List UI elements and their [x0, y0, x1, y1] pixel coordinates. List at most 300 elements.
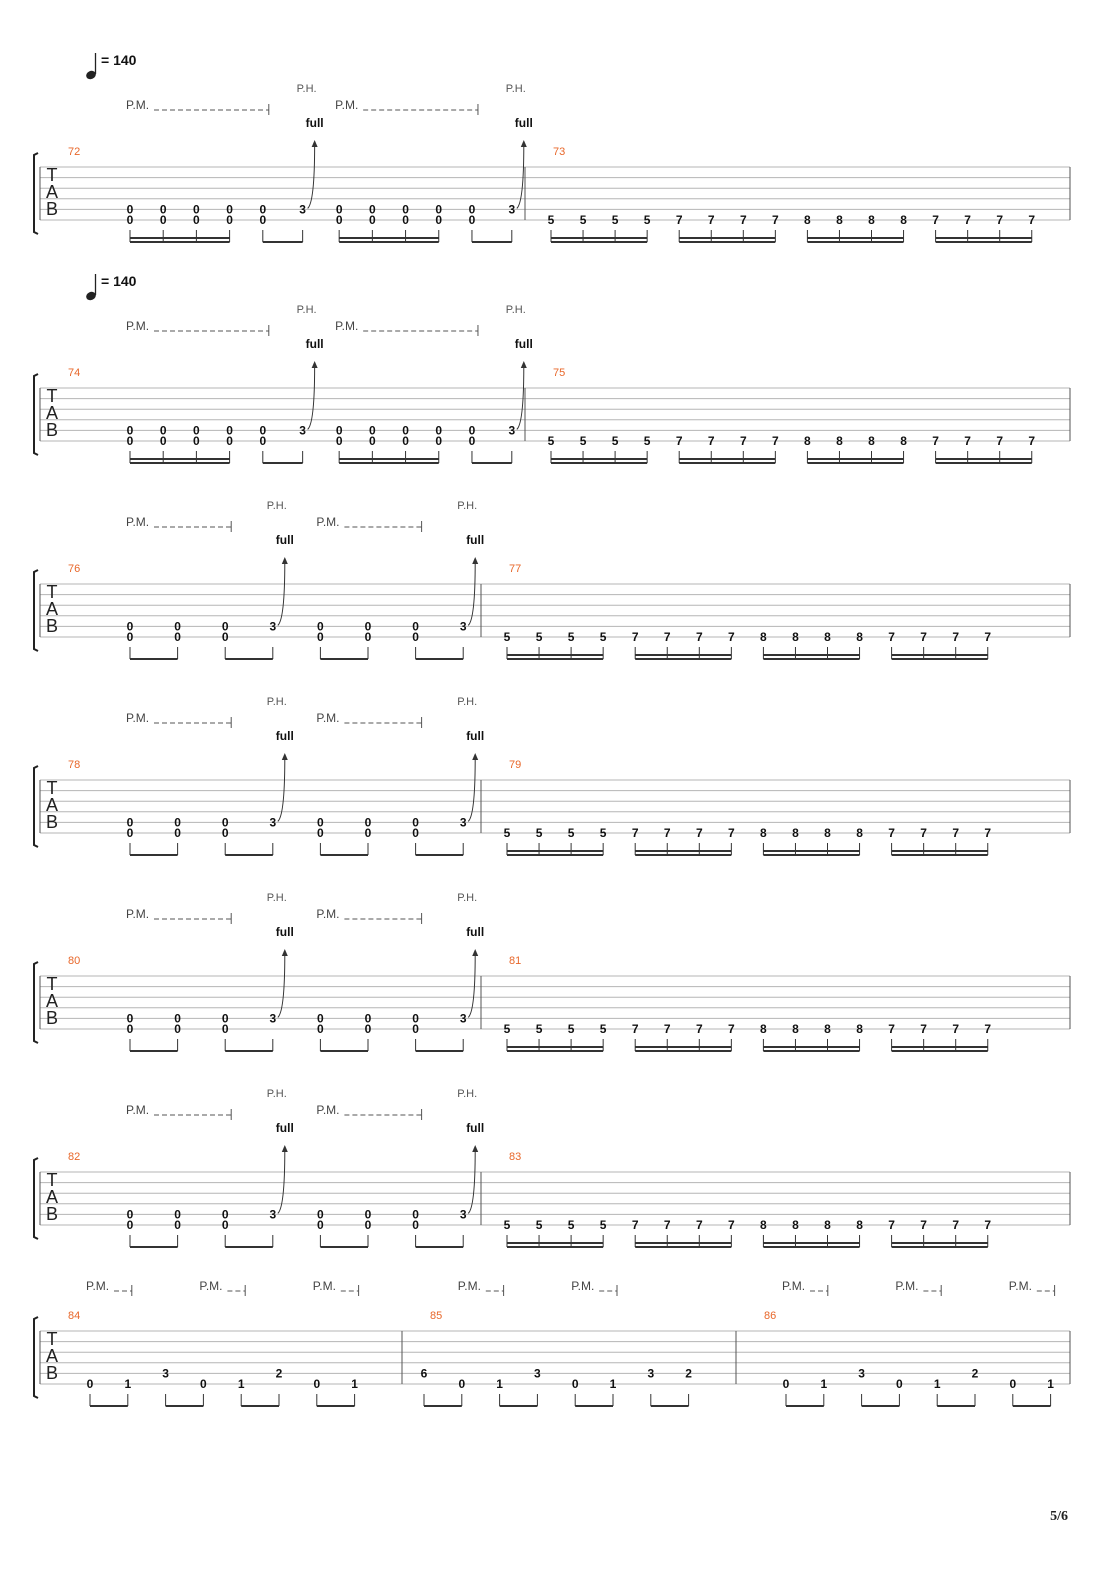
tab-fret-number: 0 — [435, 213, 443, 227]
measure-number: 79 — [509, 759, 522, 771]
bend-arrowhead-icon — [472, 753, 478, 760]
tab-fret-number: 0 — [174, 1011, 181, 1026]
tab-fret-number: 0 — [435, 202, 443, 217]
tab-fret-number: 0 — [468, 423, 476, 438]
tempo-marking: = 140 — [101, 52, 137, 68]
tab-fret-number: 8 — [836, 213, 843, 227]
tab-fret-number: 3 — [459, 1011, 467, 1026]
page-number: 5/6 — [1050, 1509, 1068, 1524]
tab-clef-letter: T — [46, 1170, 58, 1190]
bend-label: full — [466, 1121, 485, 1135]
tab-fret-number: 5 — [579, 434, 587, 448]
tab-fret-number: 8 — [760, 1022, 767, 1036]
palm-mute-label: P.M. — [126, 515, 150, 529]
tab-fret-number: 8 — [856, 1022, 863, 1036]
tab-fret-number: 7 — [675, 213, 683, 227]
measure-number: 80 — [68, 955, 81, 967]
tab-fret-number: 3 — [459, 619, 467, 634]
tab-clef-letter: T — [46, 1329, 58, 1349]
bend-label: full — [275, 533, 294, 547]
palm-mute-label: P.M. — [316, 907, 340, 921]
tab-fret-number: 3 — [299, 202, 306, 217]
tab-fret-number: 7 — [920, 1218, 927, 1232]
tab-fret-number: 0 — [226, 434, 233, 448]
staff-bracket — [34, 374, 38, 455]
tab-clef-letter: A — [45, 403, 59, 423]
tab-fret-number: 0 — [221, 630, 229, 644]
tab-fret-number: 0 — [126, 1207, 134, 1222]
pinch-harmonic-label: P.H. — [505, 83, 526, 95]
palm-mute-label: P.M. — [86, 1279, 110, 1293]
tab-fret-number: 0 — [317, 1011, 324, 1026]
tab-fret-number: 8 — [804, 434, 811, 448]
measure-number: 72 — [68, 146, 81, 158]
tab-clef-letter: B — [45, 1204, 59, 1224]
tab-fret-number: 8 — [760, 630, 767, 644]
tab-fret-number: 0 — [193, 202, 200, 217]
tab-clef-letter: A — [45, 1187, 59, 1207]
tab-fret-number: 0 — [126, 1011, 134, 1026]
tab-fret-number: 0 — [571, 1377, 579, 1391]
tempo-marking: = 140 — [101, 273, 137, 289]
tab-fret-number: 7 — [952, 1022, 960, 1036]
tab-fret-number: 0 — [364, 826, 372, 840]
tab-fret-number: 7 — [663, 630, 671, 644]
tab-fret-number: 7 — [888, 1022, 895, 1036]
tab-fret-number: 3 — [162, 1366, 169, 1381]
tab-fret-number: 0 — [364, 1022, 372, 1036]
tab-fret-number: 0 — [364, 815, 372, 830]
tab-fret-number: 7 — [663, 1218, 671, 1232]
tab-fret-number: 0 — [317, 619, 324, 634]
tab-fret-number: 5 — [579, 213, 587, 227]
tab-fret-number: 5 — [547, 434, 555, 448]
palm-mute-label: P.M. — [335, 319, 359, 333]
tab-fret-number: 0 — [369, 213, 376, 227]
tab-fret-number: 7 — [964, 213, 971, 227]
measure-number: 85 — [430, 1310, 443, 1322]
tab-fret-number: 0 — [782, 1377, 790, 1391]
tab-fret-number: 0 — [468, 202, 476, 217]
palm-mute-label: P.M. — [1008, 1279, 1032, 1293]
tab-fret-number: 8 — [900, 213, 907, 227]
tab-fret-number: 0 — [364, 619, 372, 634]
tab-fret-number: 0 — [317, 1207, 324, 1222]
tab-fret-number: 8 — [856, 630, 863, 644]
tab-fret-number: 7 — [631, 1218, 639, 1232]
pinch-harmonic-label: P.H. — [266, 500, 287, 512]
tab-fret-number: 1 — [609, 1377, 617, 1391]
tab-clef-letter: A — [45, 182, 59, 202]
tab-fret-number: 7 — [739, 213, 747, 227]
tab-fret-number: 7 — [952, 1218, 960, 1232]
tab-fret-number: 7 — [728, 1218, 735, 1232]
pinch-harmonic-label: P.H. — [457, 892, 478, 904]
measure-number: 74 — [68, 367, 81, 379]
tab-fret-number: 7 — [920, 826, 927, 840]
tab-fret-number: 7 — [728, 630, 735, 644]
pinch-harmonic-label: P.H. — [296, 83, 317, 95]
tab-fret-number: 7 — [772, 213, 779, 227]
tab-clef-letter: B — [45, 812, 59, 832]
measure-number: 75 — [553, 367, 566, 379]
tab-fret-number: 2 — [275, 1366, 283, 1381]
tab-fret-number: 0 — [174, 619, 181, 634]
tab-fret-number: 0 — [174, 1022, 181, 1036]
tab-fret-number: 0 — [221, 815, 229, 830]
tab-fret-number: 7 — [932, 213, 939, 227]
tab-fret-number: 0 — [435, 423, 443, 438]
tab-fret-number: 3 — [508, 423, 516, 438]
tab-fret-number: 7 — [964, 434, 971, 448]
tab-clef-letter: A — [45, 795, 59, 815]
tab-fret-number: 0 — [402, 213, 409, 227]
tab-fret-number: 5 — [567, 826, 575, 840]
tab-fret-number: 0 — [317, 815, 324, 830]
tab-fret-number: 0 — [364, 630, 372, 644]
tab-fret-number: 7 — [707, 434, 715, 448]
tab-fret-number: 5 — [611, 213, 619, 227]
tab-fret-number: 7 — [932, 434, 939, 448]
tab-fret-number: 7 — [996, 434, 1004, 448]
bend-arrowhead-icon — [472, 949, 478, 956]
tab-fret-number: 8 — [868, 213, 875, 227]
tab-fret-number: 3 — [269, 619, 277, 634]
tab-fret-number: 5 — [643, 434, 651, 448]
palm-mute-label: P.M. — [457, 1279, 481, 1293]
tab-fret-number: 0 — [221, 826, 229, 840]
tab-fret-number: 7 — [695, 1022, 703, 1036]
tab-fret-number: 0 — [126, 1022, 134, 1036]
tab-fret-number: 8 — [760, 1218, 767, 1232]
tab-fret-number: 5 — [599, 630, 607, 644]
tab-fret-number: 0 — [221, 1011, 229, 1026]
tab-fret-number: 0 — [159, 434, 167, 448]
staff-bracket — [34, 1317, 38, 1398]
tab-clef-letter: B — [45, 1363, 59, 1383]
tab-fret-number: 7 — [920, 1022, 927, 1036]
palm-mute-label: P.M. — [316, 711, 340, 725]
pinch-harmonic-label: P.H. — [266, 892, 287, 904]
tab-fret-number: 0 — [226, 213, 233, 227]
tab-fret-number: 8 — [824, 1022, 831, 1036]
tab-fret-number: 5 — [567, 630, 575, 644]
tab-fret-number: 0 — [412, 1218, 419, 1232]
tab-fret-number: 0 — [174, 630, 181, 644]
tab-fret-number: 0 — [335, 213, 343, 227]
tab-fret-number: 5 — [535, 1022, 543, 1036]
tab-fret-number: 7 — [663, 826, 671, 840]
tab-fret-number: 0 — [402, 423, 409, 438]
bend-label: full — [466, 533, 485, 547]
bend-label: full — [466, 729, 485, 743]
bend-label: full — [275, 1121, 294, 1135]
measure-number: 77 — [509, 563, 522, 575]
tab-fret-number: 0 — [221, 1218, 229, 1232]
tab-fret-number: 7 — [1028, 213, 1036, 227]
tab-fret-number: 7 — [984, 826, 992, 840]
tab-fret-number: 5 — [503, 1218, 511, 1232]
bend-arrowhead-icon — [282, 949, 288, 956]
tab-clef-letter: T — [46, 778, 58, 798]
tab-fret-number: 0 — [369, 423, 376, 438]
tab-fret-number: 5 — [599, 1022, 607, 1036]
tab-fret-number: 1 — [237, 1377, 245, 1391]
tab-fret-number: 0 — [412, 1022, 419, 1036]
tab-fret-number: 7 — [888, 1218, 895, 1232]
tab-fret-number: 0 — [200, 1377, 207, 1391]
tab-fret-number: 0 — [174, 815, 181, 830]
tab-fret-number: 8 — [856, 826, 863, 840]
tab-fret-number: 7 — [695, 826, 703, 840]
palm-mute-label: P.M. — [126, 711, 150, 725]
tab-fret-number: 7 — [888, 630, 895, 644]
tab-fret-number: 5 — [547, 213, 555, 227]
tab-clef-letter: T — [46, 974, 58, 994]
tab-clef-letter: B — [45, 199, 59, 219]
tab-fret-number: 0 — [221, 619, 229, 634]
bend-arrowhead-icon — [282, 557, 288, 564]
pinch-harmonic-label: P.H. — [266, 696, 287, 708]
bend-arrowhead-icon — [521, 361, 527, 368]
tab-fret-number: 0 — [402, 434, 409, 448]
bend-arrowhead-icon — [312, 361, 318, 368]
pinch-harmonic-label: P.H. — [457, 696, 478, 708]
measure-number: 73 — [553, 146, 566, 158]
tab-fret-number: 0 — [364, 1218, 372, 1232]
measure-number: 81 — [509, 955, 522, 967]
tab-fret-number: 0 — [126, 1218, 134, 1232]
tab-fret-number: 3 — [647, 1366, 655, 1381]
tab-fret-number: 2 — [971, 1366, 979, 1381]
tab-fret-number: 7 — [663, 1022, 671, 1036]
tab-fret-number: 7 — [888, 826, 895, 840]
tab-fret-number: 0 — [126, 815, 134, 830]
pinch-harmonic-label: P.H. — [296, 304, 317, 316]
tab-fret-number: 0 — [159, 213, 167, 227]
tab-fret-number: 0 — [174, 826, 181, 840]
tab-fret-number: 8 — [792, 630, 799, 644]
bend-arrowhead-icon — [282, 1145, 288, 1152]
staff-bracket — [34, 153, 38, 234]
tab-fret-number: 6 — [420, 1366, 428, 1381]
tab-clef-letter: A — [45, 991, 59, 1011]
tab-fret-number: 0 — [126, 213, 134, 227]
bend-label: full — [514, 116, 533, 130]
tab-fret-number: 3 — [534, 1366, 541, 1381]
tab-fret-number: 7 — [631, 826, 639, 840]
tab-fret-number: 5 — [535, 826, 543, 840]
tab-fret-number: 8 — [868, 434, 875, 448]
staff-bracket — [34, 570, 38, 651]
tab-fret-number: 3 — [858, 1366, 865, 1381]
tab-fret-number: 0 — [126, 202, 134, 217]
tab-fret-number: 0 — [226, 423, 233, 438]
tab-fret-number: 0 — [193, 213, 200, 227]
palm-mute-label: P.M. — [126, 1103, 150, 1117]
palm-mute-label: P.M. — [316, 515, 340, 529]
bend-arrowhead-icon — [472, 557, 478, 564]
tab-clef-letter: A — [45, 599, 59, 619]
tab-fret-number: 1 — [351, 1377, 358, 1391]
tab-fret-number: 5 — [535, 1218, 543, 1232]
palm-mute-label: P.M. — [895, 1279, 919, 1293]
tab-fret-number: 8 — [792, 826, 799, 840]
measure-number: 76 — [68, 563, 81, 575]
tab-fret-number: 0 — [86, 1377, 94, 1391]
bend-label: full — [305, 337, 324, 351]
tab-fret-number: 7 — [984, 1218, 992, 1232]
palm-mute-label: P.M. — [316, 1103, 340, 1117]
bend-label: full — [275, 925, 294, 939]
tab-fret-number: 7 — [1028, 434, 1036, 448]
palm-mute-label: P.M. — [571, 1279, 595, 1293]
tab-fret-number: 3 — [299, 423, 306, 438]
tab-clef-letter: B — [45, 1008, 59, 1028]
tab-fret-number: 0 — [364, 1011, 372, 1026]
tab-fret-number: 7 — [952, 826, 960, 840]
palm-mute-label: P.M. — [126, 319, 150, 333]
bend-label: full — [305, 116, 324, 130]
staff-bracket — [34, 1158, 38, 1239]
tab-fret-number: 0 — [221, 1207, 229, 1222]
tab-fret-number: 8 — [760, 826, 767, 840]
tab-fret-number: 0 — [412, 815, 419, 830]
measure-number: 86 — [764, 1310, 777, 1322]
tab-fret-number: 0 — [317, 1218, 324, 1232]
tab-fret-number: 0 — [193, 423, 200, 438]
tab-fret-number: 2 — [685, 1366, 692, 1381]
tab-fret-number: 0 — [317, 826, 324, 840]
tab-fret-number: 1 — [933, 1377, 941, 1391]
pinch-harmonic-label: P.H. — [266, 1088, 287, 1100]
palm-mute-label: P.M. — [126, 98, 150, 112]
tab-fret-number: 0 — [259, 213, 267, 227]
tab-fret-number: 7 — [728, 1022, 735, 1036]
tab-fret-number: 1 — [124, 1377, 132, 1391]
tab-fret-number: 5 — [503, 1022, 511, 1036]
pinch-harmonic-label: P.H. — [457, 500, 478, 512]
tab-fret-number: 0 — [126, 434, 134, 448]
tab-fret-number: 0 — [226, 202, 233, 217]
tab-fret-number: 0 — [335, 423, 343, 438]
tab-clef-letter: A — [45, 1346, 59, 1366]
tab-fret-number: 0 — [126, 826, 134, 840]
tab-fret-number: 8 — [900, 434, 907, 448]
tab-fret-number: 5 — [599, 1218, 607, 1232]
tab-fret-number: 5 — [643, 213, 651, 227]
tab-fret-number: 0 — [159, 423, 167, 438]
tab-fret-number: 3 — [269, 815, 277, 830]
palm-mute-label: P.M. — [126, 907, 150, 921]
bend-arrowhead-icon — [472, 1145, 478, 1152]
tab-fret-number: 7 — [739, 434, 747, 448]
pinch-harmonic-label: P.H. — [505, 304, 526, 316]
tab-clef-letter: T — [46, 582, 58, 602]
bend-label: full — [466, 925, 485, 939]
tab-fret-number: 0 — [1009, 1377, 1017, 1391]
bend-arrowhead-icon — [312, 140, 318, 147]
bend-label: full — [514, 337, 533, 351]
tab-fret-number: 0 — [412, 619, 419, 634]
tab-fret-number: 0 — [259, 423, 267, 438]
tab-fret-number: 8 — [856, 1218, 863, 1232]
tab-fret-number: 0 — [174, 1218, 181, 1232]
tab-fret-number: 0 — [317, 1022, 324, 1036]
tab-fret-number: 7 — [984, 1022, 992, 1036]
tab-fret-number: 0 — [259, 434, 267, 448]
palm-mute-label: P.M. — [199, 1279, 223, 1293]
tab-fret-number: 5 — [503, 826, 511, 840]
tab-clef-letter: B — [45, 420, 59, 440]
palm-mute-label: P.M. — [312, 1279, 336, 1293]
tab-fret-number: 1 — [496, 1377, 503, 1391]
tab-fret-number: 7 — [695, 630, 703, 644]
tab-fret-number: 0 — [412, 1207, 419, 1222]
tab-fret-number: 5 — [599, 826, 607, 840]
tab-fret-number: 3 — [508, 202, 516, 217]
tab-fret-number: 7 — [952, 630, 960, 644]
tab-fret-number: 0 — [126, 619, 134, 634]
tab-fret-number: 5 — [503, 630, 511, 644]
tab-fret-number: 0 — [335, 434, 343, 448]
tab-fret-number: 7 — [984, 630, 992, 644]
tab-fret-number: 0 — [412, 1011, 419, 1026]
tab-fret-number: 8 — [792, 1218, 799, 1232]
tab-fret-number: 0 — [468, 213, 476, 227]
tab-fret-number: 0 — [174, 1207, 181, 1222]
measure-number: 78 — [68, 759, 81, 771]
tab-fret-number: 8 — [804, 213, 811, 227]
tab-fret-number: 7 — [631, 630, 639, 644]
tab-fret-number: 8 — [824, 826, 831, 840]
tab-fret-number: 3 — [269, 1207, 277, 1222]
palm-mute-label: P.M. — [335, 98, 359, 112]
tab-fret-number: 3 — [459, 815, 467, 830]
tab-fret-number: 7 — [695, 1218, 703, 1232]
tab-fret-number: 0 — [369, 434, 376, 448]
tab-fret-number: 1 — [820, 1377, 828, 1391]
bend-label: full — [275, 729, 294, 743]
tab-fret-number: 5 — [567, 1022, 575, 1036]
tab-clef-letter: B — [45, 616, 59, 636]
bend-arrowhead-icon — [521, 140, 527, 147]
measure-number: 84 — [68, 1310, 81, 1322]
tab-fret-number: 3 — [269, 1011, 277, 1026]
tab-fret-number: 0 — [412, 630, 419, 644]
tab-fret-number: 7 — [772, 434, 779, 448]
tab-fret-number: 7 — [728, 826, 735, 840]
tab-fret-number: 0 — [126, 423, 134, 438]
pinch-harmonic-label: P.H. — [457, 1088, 478, 1100]
tab-fret-number: 7 — [631, 1022, 639, 1036]
tab-fret-number: 7 — [996, 213, 1004, 227]
tab-fret-number: 8 — [824, 630, 831, 644]
tab-fret-number: 7 — [920, 630, 927, 644]
tab-fret-number: 5 — [611, 434, 619, 448]
tab-fret-number: 0 — [468, 434, 476, 448]
bend-arrowhead-icon — [282, 753, 288, 760]
tab-fret-number: 0 — [126, 630, 134, 644]
tab-fret-number: 0 — [335, 202, 343, 217]
tab-fret-number: 0 — [369, 202, 376, 217]
tab-fret-number: 8 — [836, 434, 843, 448]
tab-fret-number: 0 — [402, 202, 409, 217]
tab-fret-number: 0 — [313, 1377, 321, 1391]
tab-fret-number: 7 — [675, 434, 683, 448]
tab-fret-number: 5 — [535, 630, 543, 644]
tab-fret-number: 0 — [259, 202, 267, 217]
